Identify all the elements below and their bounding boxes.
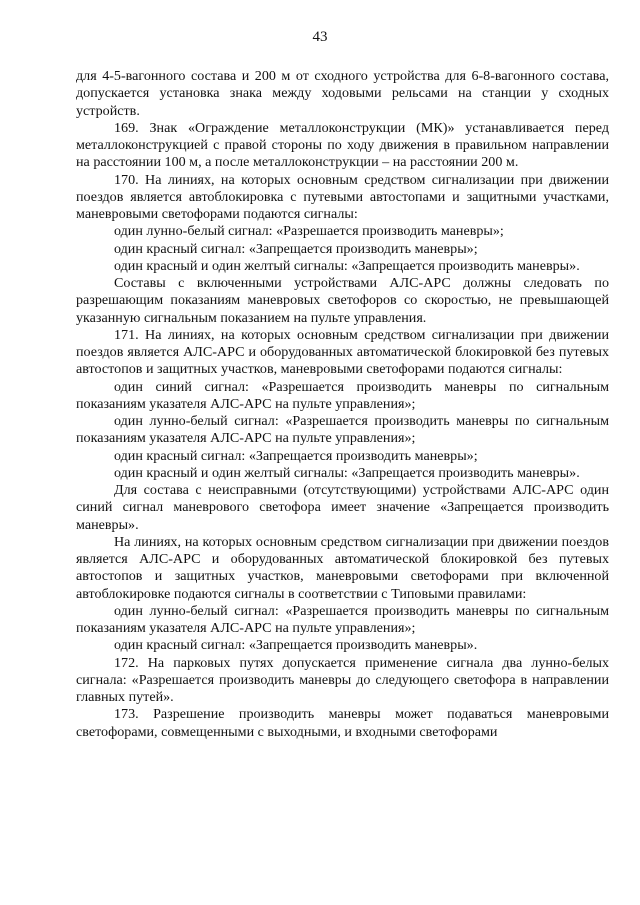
paragraph: На линиях, на которых основным средством сигнализации при движении поездов является АЛС-АРС и оборудованных автоматической блокировкой без путевых автостопов и защитных участков, маневровыми светофорами при включенной автоблокировке подаются сигналы в соответствии с Типовыми правилами: [76,533,609,602]
paragraph: Для состава с неисправными (отсутствующими) устройствами АЛС-АРС один синий сигнал маневрового светофора имеет значение «Запрещается производить маневры». [76,482,609,533]
signal-item: один лунно-белый сигнал: «Разрешается производить маневры по сигнальным показаниям указателя АЛС-АРС на пульте управления»; [76,413,609,447]
signal-item: один лунно-белый сигнал: «Разрешается производить маневры»; [114,223,504,240]
signal-item: один красный сигнал: «Запрещается производить маневры». [114,637,478,654]
signal-item: один красный сигнал: «Запрещается производить маневры»; [114,240,478,257]
signal-item: один красный сигнал: «Запрещается производить маневры»; [114,447,478,464]
paragraph: Составы с включенными устройствами АЛС-АРС должны следовать по разрешающим показаниям маневровых светофоров со скоростью, не превышающей указанную сигнальным показанием на пульте управления. [76,275,609,326]
signal-item: один лунно-белый сигнал: «Разрешается производить маневры по сигнальным показаниям указателя АЛС-АРС на пульте управления»; [76,602,609,636]
paragraph-170: 170. На линиях, на которых основным средством сигнализации при движении поездов является автоблокировка с путевыми автостопами и защитными участками, маневровыми светофорами подаются сигналы: [76,171,609,222]
document-body [76,68,609,741]
paragraph-169: 169. Знак «Ограждение металлоконструкции (МК)» устанавливается перед металлоконструкцией с правой стороны по ходу движения в правильном направлении на расстоянии 100 м, а после металлоконструкции – на расстоянии 200 м. [76,119,609,171]
paragraph-continuation: для 4-5-вагонного состава и 200 м от сходного устройства для 6-8-вагонного состава, допускается установка знака между ходовыми рельсами на станции у сходных устройств. [76,68,609,119]
paragraph-171: 171. На линиях, на которых основным средством сигнализации при движении поездов является АЛС-АРС и оборудованных автоматической блокировкой без путевых автостопов и защитных участков, маневровыми светофорами подаются сигналы: [76,326,609,378]
signal-item: один синий сигнал: «Разрешается производить маневры по сигнальным показаниям указателя АЛС-АРС на пульте управления»; [76,378,609,412]
signal-item: один красный и один желтый сигналы: «Запрещается производить маневры». [114,257,580,274]
paragraph-173: 173. Разрешение производить маневры может подаваться маневровыми светофорами, совмещенными с выходными, и входными светофорами [76,706,609,740]
paragraph-172: 172. На парковых путях допускается применение сигнала два лунно-белых сигнала: «Разрешается производить маневры до следующего светофора в направлении главных путей». [76,654,609,705]
page-number: 43 [312,29,328,45]
signal-item: один красный и один желтый сигналы: «Запрещается производить маневры». [114,464,580,481]
